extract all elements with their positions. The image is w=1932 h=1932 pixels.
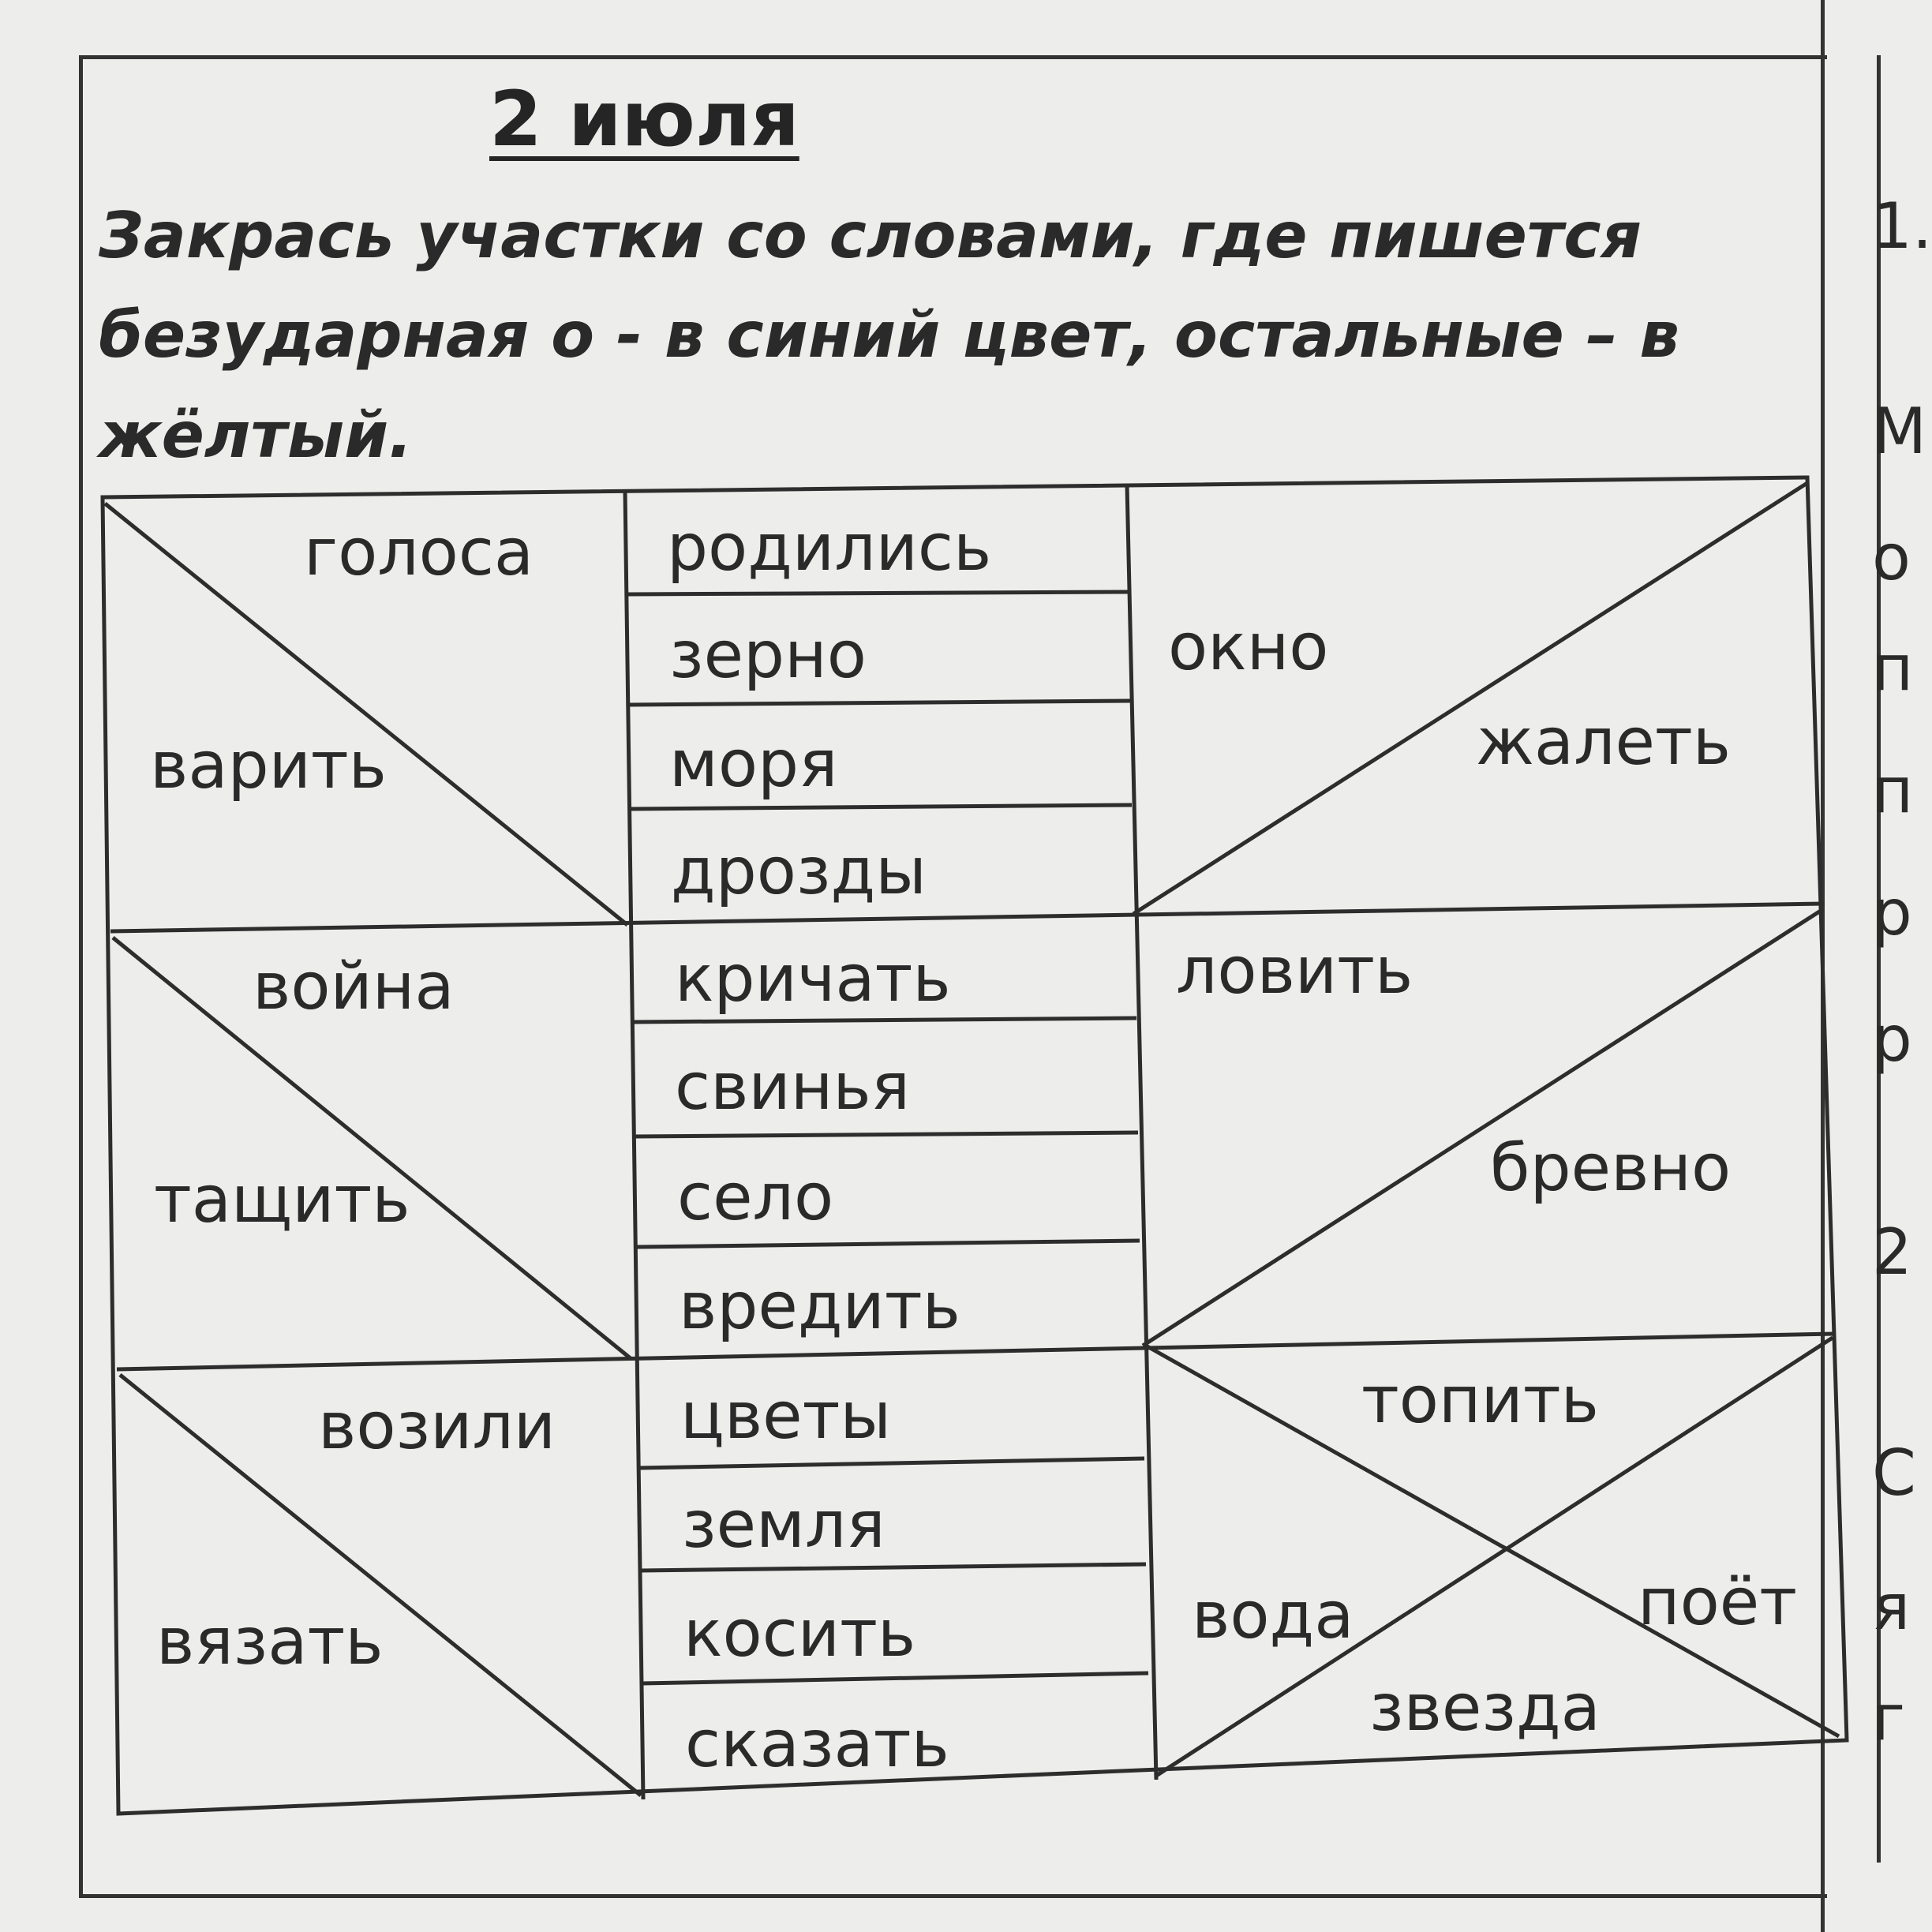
side-fragment: г	[1872, 1681, 1906, 1754]
instruction-line-2: безударная о - в синий цвет, остальные – в	[99, 298, 1680, 372]
word-kosit[interactable]: косить	[683, 1597, 916, 1672]
word-selo[interactable]: село	[677, 1160, 834, 1235]
word-vredit[interactable]: вредить	[679, 1269, 960, 1344]
word-vyazat[interactable]: вязать	[156, 1604, 384, 1679]
word-topit[interactable]: топить	[1361, 1363, 1599, 1438]
word-drozdy[interactable]: дрозды	[671, 834, 927, 909]
side-fragment: я	[1872, 1571, 1911, 1644]
word-tsvety[interactable]: цветы	[680, 1379, 892, 1454]
word-zemlya[interactable]: земля	[682, 1488, 886, 1563]
page-date: 2 июля	[489, 75, 799, 163]
word-krichat[interactable]: кричать	[675, 942, 951, 1017]
side-fragment: С	[1872, 1436, 1916, 1510]
word-vozili[interactable]: возили	[318, 1389, 556, 1464]
word-zerno[interactable]: зерно	[669, 618, 867, 693]
side-fragment: р	[1872, 876, 1912, 949]
word-brevno[interactable]: бревно	[1490, 1131, 1732, 1206]
word-zvezda[interactable]: звезда	[1369, 1671, 1601, 1746]
side-fragment: о	[1872, 521, 1911, 594]
instruction-line-1: Закрась участки со словами, где пишется	[99, 199, 1642, 272]
word-rodilis[interactable]: родились	[667, 511, 992, 586]
word-poyot[interactable]: поёт	[1638, 1565, 1797, 1640]
word-voda[interactable]: вода	[1192, 1578, 1354, 1653]
word-okno[interactable]: окно	[1168, 610, 1329, 685]
word-morya[interactable]: моря	[669, 727, 838, 802]
word-lovit[interactable]: ловить	[1176, 934, 1413, 1009]
instruction-line-3: жёлтый.	[99, 399, 413, 472]
word-varit[interactable]: варить	[150, 728, 388, 803]
side-fragment: р	[1872, 1002, 1912, 1076]
word-svinya[interactable]: свинья	[675, 1050, 910, 1125]
side-fragment: М	[1872, 395, 1927, 468]
word-voyna[interactable]: война	[253, 949, 455, 1024]
side-fragment: 1.	[1872, 189, 1932, 263]
side-fragment: 2	[1872, 1215, 1912, 1289]
word-skazat[interactable]: сказать	[685, 1707, 949, 1782]
word-tashchit[interactable]: тащить	[154, 1163, 410, 1237]
side-fragment: п	[1872, 631, 1914, 705]
side-fragment: п	[1872, 754, 1914, 827]
word-zhalet[interactable]: жалеть	[1476, 705, 1732, 780]
word-golosa[interactable]: голоса	[304, 515, 534, 590]
